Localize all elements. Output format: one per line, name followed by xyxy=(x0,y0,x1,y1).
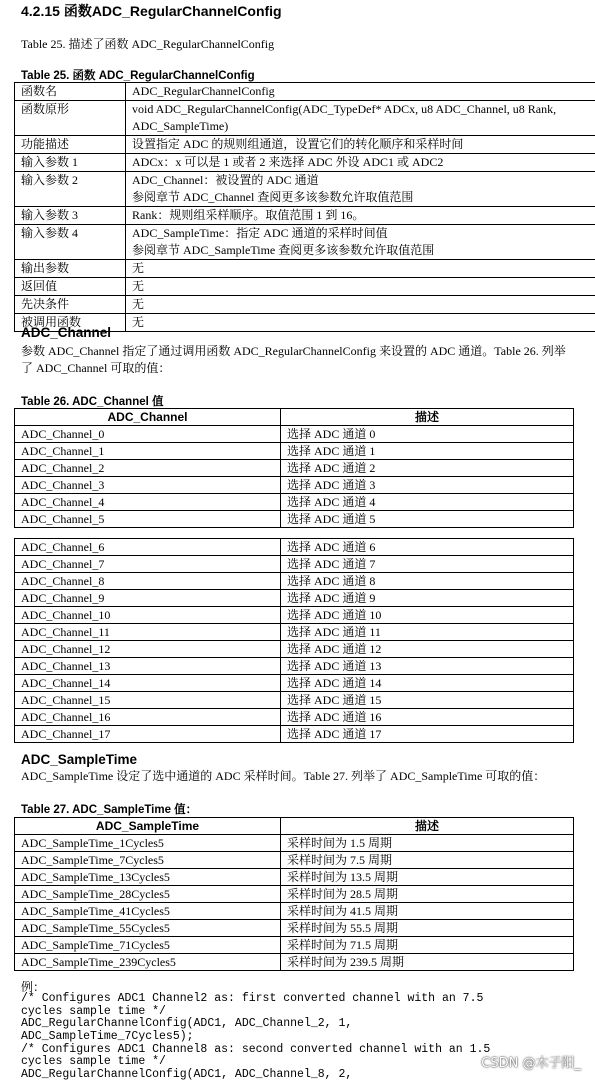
value-name-cell: ADC_SampleTime_239Cycles5 xyxy=(15,954,281,971)
description-cell: 采样时间为 41.5 周期 xyxy=(281,903,574,920)
description-cell: 选择 ADC 通道 14 xyxy=(281,675,574,692)
value-name-cell: ADC_Channel_4 xyxy=(15,494,281,511)
value-name-cell: ADC_Channel_5 xyxy=(15,511,281,528)
table-row xyxy=(15,172,595,207)
table-row xyxy=(15,101,595,136)
description-cell: 采样时间为 71.5 周期 xyxy=(281,937,574,954)
table-row xyxy=(15,154,595,172)
table-row xyxy=(15,260,595,278)
value-name-cell: ADC_Channel_8 xyxy=(15,573,281,590)
param-value-line: 无 xyxy=(132,296,595,313)
table-row xyxy=(15,675,574,692)
table-row xyxy=(15,494,574,511)
value-name-cell: ADC_SampleTime_1Cycles5 xyxy=(15,835,281,852)
param-value xyxy=(126,83,595,101)
param-label: 输入参数 3 xyxy=(15,207,126,225)
description-cell: 采样时间为 1.5 周期 xyxy=(281,835,574,852)
table-row xyxy=(15,641,574,658)
table27-caption: Table 27. ADC_SampleTime 值： xyxy=(21,801,197,817)
description-cell: 选择 ADC 通道 2 xyxy=(281,460,574,477)
value-name-cell: ADC_Channel_10 xyxy=(15,607,281,624)
description-cell: 选择 ADC 通道 15 xyxy=(281,692,574,709)
description-cell: 选择 ADC 通道 10 xyxy=(281,607,574,624)
description-cell: 选择 ADC 通道 9 xyxy=(281,590,574,607)
param-value xyxy=(126,136,595,154)
param-label: 先决条件 xyxy=(15,296,126,314)
value-name-cell: ADC_Channel_9 xyxy=(15,590,281,607)
table-row xyxy=(15,692,574,709)
param-value xyxy=(126,207,595,225)
col-header-adc-channel: ADC_Channel xyxy=(15,409,281,426)
adc-channel-para-2: 了 ADC_Channel 可取的值： xyxy=(21,360,170,377)
table-row xyxy=(15,511,574,528)
param-label: 输出参数 xyxy=(15,260,126,278)
table-row xyxy=(15,225,595,260)
code-line: ADC_SampleTime_7Cycles5); xyxy=(21,1031,194,1044)
param-label: 返回值 xyxy=(15,278,126,296)
table-row xyxy=(15,937,574,954)
description-cell: 选择 ADC 通道 8 xyxy=(281,573,574,590)
value-name-cell: ADC_Channel_7 xyxy=(15,556,281,573)
value-name-cell: ADC_Channel_17 xyxy=(15,726,281,743)
description-cell: 选择 ADC 通道 0 xyxy=(281,426,574,443)
param-value-line: ADC_RegularChannelConfig xyxy=(132,83,595,100)
description-cell: 选择 ADC 通道 5 xyxy=(281,511,574,528)
description-cell: 选择 ADC 通道 16 xyxy=(281,709,574,726)
table-row xyxy=(15,835,574,852)
intro-text: Table 25. 描述了函数 ADC_RegularChannelConfig xyxy=(21,35,274,52)
value-name-cell: ADC_Channel_16 xyxy=(15,709,281,726)
table-row xyxy=(15,477,574,494)
code-line: cycles sample time */ xyxy=(21,1006,166,1019)
table-row xyxy=(15,83,595,101)
param-value-line: 无 xyxy=(132,278,595,295)
param-value-line: 参阅章节 ADC_SampleTime 查阅更多该参数允许取值范围 xyxy=(132,242,595,259)
description-cell: 采样时间为 7.5 周期 xyxy=(281,852,574,869)
param-value-line: ADC_SampleTime：指定 ADC 通道的采样时间值 xyxy=(132,225,595,242)
watermark: CSDN @木子阳_ xyxy=(481,1052,581,1071)
param-label: 函数名 xyxy=(15,83,126,101)
param-value xyxy=(126,278,595,296)
param-label: 输入参数 2 xyxy=(15,172,126,207)
value-name-cell: ADC_SampleTime_28Cycles5 xyxy=(15,886,281,903)
table-row xyxy=(15,573,574,590)
adc-channel-heading: ADC_Channel xyxy=(21,325,111,340)
param-value-line: ADC_Channel：被设置的 ADC 通道 xyxy=(132,172,595,189)
param-value-line: Rank：规则组采样顺序。取值范围 1 到 16。 xyxy=(132,207,595,224)
table-row xyxy=(15,886,574,903)
table-row xyxy=(15,278,595,296)
table-row xyxy=(15,590,574,607)
param-value-line: void ADC_RegularChannelConfig(ADC_TypeDef* ADCx, u8 ADC_Channel, u8 Rank, xyxy=(132,101,595,118)
param-value-line: ADCx：x 可以是 1 或者 2 来选择 ADC 外设 ADC1 或 ADC2 xyxy=(132,154,595,171)
table-row xyxy=(15,607,574,624)
value-name-cell: ADC_SampleTime_7Cycles5 xyxy=(15,852,281,869)
param-label: 输入参数 1 xyxy=(15,154,126,172)
description-cell: 采样时间为 55.5 周期 xyxy=(281,920,574,937)
param-value xyxy=(126,172,595,207)
param-label: 被调用函数 xyxy=(15,314,126,332)
section-title: 4.2.15 函数ADC_RegularChannelConfig xyxy=(21,1,282,21)
adc-channel-para-1: 参数 ADC_Channel 指定了通过调用函数 ADC_RegularChannelConfig 来设置的 ADC 通道。Table 26. 列举 xyxy=(21,343,566,360)
value-name-cell: ADC_SampleTime_71Cycles5 xyxy=(15,937,281,954)
param-value-line: 设置指定 ADC 的规则组通道，设置它们的转化顺序和采样时间 xyxy=(132,136,595,153)
col-header-description: 描述 xyxy=(281,818,574,835)
col-header-description: 描述 xyxy=(281,409,574,426)
param-value xyxy=(126,154,595,172)
table-row xyxy=(15,539,574,556)
table-row xyxy=(15,296,595,314)
table-row xyxy=(15,556,574,573)
table-row xyxy=(15,443,574,460)
value-name-cell: ADC_SampleTime_41Cycles5 xyxy=(15,903,281,920)
value-name-cell: ADC_Channel_13 xyxy=(15,658,281,675)
value-name-cell: ADC_Channel_6 xyxy=(15,539,281,556)
table-row xyxy=(15,658,574,675)
param-label: 函数原形 xyxy=(15,101,126,136)
table-row xyxy=(15,852,574,869)
description-cell: 选择 ADC 通道 6 xyxy=(281,539,574,556)
code-line: cycles sample time */ xyxy=(21,1056,166,1069)
description-cell: 选择 ADC 通道 11 xyxy=(281,624,574,641)
adc-sampletime-para: ADC_SampleTime 设定了选中通道的 ADC 采样时间。Table 27. 列举了 ADC_SampleTime 可取的值： xyxy=(21,768,545,785)
param-value xyxy=(126,260,595,278)
adc-channel-table-part1 xyxy=(14,408,574,528)
table-row xyxy=(15,903,574,920)
value-name-cell: ADC_Channel_15 xyxy=(15,692,281,709)
code-line: /* Configures ADC1 Channel8 as: second converted channel with an 1.5 xyxy=(21,1044,490,1057)
param-value-line: 无 xyxy=(132,314,595,331)
description-cell: 选择 ADC 通道 7 xyxy=(281,556,574,573)
table-row xyxy=(15,726,574,743)
value-name-cell: ADC_Channel_12 xyxy=(15,641,281,658)
adc-sampletime-heading: ADC_SampleTime xyxy=(21,752,137,767)
value-name-cell: ADC_Channel_3 xyxy=(15,477,281,494)
table25-caption: Table 25. 函数 ADC_RegularChannelConfig xyxy=(21,67,255,83)
value-name-cell: ADC_SampleTime_13Cycles5 xyxy=(15,869,281,886)
description-cell: 选择 ADC 通道 17 xyxy=(281,726,574,743)
table-row xyxy=(15,624,574,641)
description-cell: 选择 ADC 通道 3 xyxy=(281,477,574,494)
table-row xyxy=(15,920,574,937)
description-cell: 选择 ADC 通道 13 xyxy=(281,658,574,675)
col-header-adc-sampletime: ADC_SampleTime xyxy=(15,818,281,835)
code-line: ADC_RegularChannelConfig(ADC1, ADC_Channel_8, 2, xyxy=(21,1069,352,1082)
code-line: ADC_RegularChannelConfig(ADC1, ADC_Channel_2, 1, xyxy=(21,1018,352,1031)
description-cell: 选择 ADC 通道 4 xyxy=(281,494,574,511)
table-row xyxy=(15,954,574,971)
description-cell: 选择 ADC 通道 12 xyxy=(281,641,574,658)
example-label: 例： xyxy=(21,978,45,995)
value-name-cell: ADC_Channel_0 xyxy=(15,426,281,443)
param-value xyxy=(126,296,595,314)
table-row xyxy=(15,460,574,477)
value-name-cell: ADC_Channel_1 xyxy=(15,443,281,460)
table-row xyxy=(15,207,595,225)
table26-caption: Table 26. ADC_Channel 值 xyxy=(21,393,164,409)
param-value xyxy=(126,225,595,260)
value-name-cell: ADC_SampleTime_55Cycles5 xyxy=(15,920,281,937)
code-line: /* Configures ADC1 Channel2 as: first converted channel with an 7.5 xyxy=(21,993,483,1006)
value-name-cell: ADC_Channel_11 xyxy=(15,624,281,641)
table-row xyxy=(15,709,574,726)
adc-channel-table-part2 xyxy=(14,538,574,743)
table-row xyxy=(15,869,574,886)
param-label: 输入参数 4 xyxy=(15,225,126,260)
table-row xyxy=(15,136,595,154)
param-value xyxy=(126,314,595,332)
param-value-line: 无 xyxy=(132,260,595,277)
description-cell: 采样时间为 13.5 周期 xyxy=(281,869,574,886)
param-value-line: 参阅章节 ADC_Channel 查阅更多该参数允许取值范围 xyxy=(132,189,595,206)
description-cell: 采样时间为 28.5 周期 xyxy=(281,886,574,903)
param-value xyxy=(126,101,595,136)
table-row xyxy=(15,426,574,443)
param-label: 功能描述 xyxy=(15,136,126,154)
description-cell: 选择 ADC 通道 1 xyxy=(281,443,574,460)
adc-sampletime-table xyxy=(14,817,574,971)
description-cell: 采样时间为 239.5 周期 xyxy=(281,954,574,971)
value-name-cell: ADC_Channel_14 xyxy=(15,675,281,692)
function-info-table xyxy=(14,82,595,332)
value-name-cell: ADC_Channel_2 xyxy=(15,460,281,477)
param-value-line: ADC_SampleTime) xyxy=(132,118,595,135)
